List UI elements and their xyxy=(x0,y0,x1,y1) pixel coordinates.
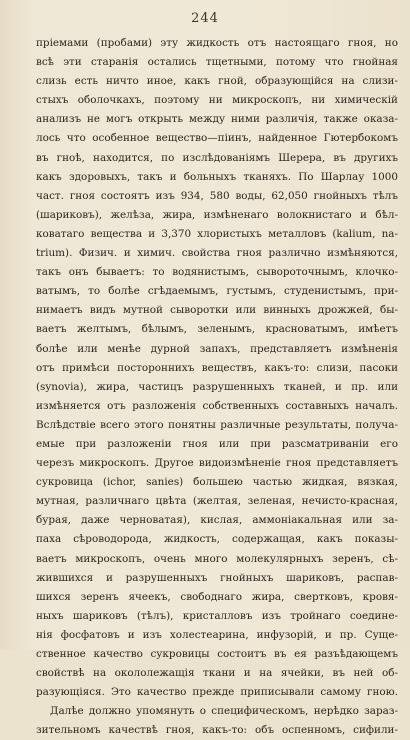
text-line: (synovia), жира, частицъ разрушенныхъ тканей, и пр. или xyxy=(36,380,398,393)
text-line: отъ примѣси постороннихъ веществъ, какъ-то: слизи, пасоки xyxy=(36,361,398,374)
body-text xyxy=(36,34,398,740)
text-line: бурая, даже черноватая), кислая, аммоніакальная или за- xyxy=(36,514,398,527)
text-line: анализъ не могъ открыть между ними различія, также оказа- xyxy=(36,113,398,126)
text-line: нимаетъ видъ мутной сыворотки или винныхъ дрожжей, бы- xyxy=(36,304,398,317)
text-line: паха сѣроводорода, жидкость, содержащая, какъ показы- xyxy=(36,533,398,546)
text-line: слизь есть ничто иное, какъ гной, образующійся на слизи- xyxy=(36,75,398,88)
text-line: емые при разложеніи гноя или при разсматриваніи его xyxy=(36,437,398,450)
text-line: жившихся и разрушенныхъ гнойныхъ шариковъ, распав- xyxy=(36,571,398,584)
text-line: ваетъ желтымъ, бѣлымъ, зеленымъ, красноватымъ, имѣетъ xyxy=(36,323,398,336)
text-line: шихся зеренъ ячеекъ, свободнаго жира, свертковъ, кровя- xyxy=(36,590,398,603)
text-line: свойствѣ на окололежащія ткани и на ячейки, въ ней об- xyxy=(36,667,398,680)
text-line: Далѣе должно упомянуть о специфическомъ, нерѣдко зараз- xyxy=(50,705,398,718)
text-line: (шариковъ), желѣза, жира, измѣненаго волокнистаго и бѣл- xyxy=(36,208,398,221)
text-line: лось что особенное вещество—піинъ, найденное Гютербокомъ xyxy=(36,132,398,145)
text-line: сукровица (ichor, sanies) большею частью жидкая, вязкая, xyxy=(36,476,398,489)
text-line: мутная, различнаго цвѣта (желтая, зеленая, нечисто-красная, xyxy=(36,495,398,508)
text-line: въ гноѣ, находится, по изслѣдованіямъ Шерера, въ другихъ xyxy=(36,151,398,164)
text-line: разующіяся. Это качество прежде приписывали самому гною. xyxy=(36,686,398,699)
text-line: болѣе или менѣе дурной запахъ, представляетъ измѣненія xyxy=(36,342,398,355)
text-line: стыхъ оболочкахъ, поэтому ни микроскопъ, ни химическій xyxy=(36,94,398,107)
text-line: такъ онъ бываетъ: то водянистымъ, сывороточнымъ, клочко- xyxy=(36,266,398,279)
text-line: пріемами (пробами) эту жидкость отъ настоящаго гноя, но xyxy=(36,37,398,49)
text-line: част. гноя состоятъ изъ 934, 580 воды, 62,050 гнойныхъ тѣлъ xyxy=(36,189,398,202)
text-line: нія фосфатовъ и изъ холестеарина, инфузорій, и пр. Суще- xyxy=(36,628,398,641)
text-line: зительномъ качествѣ гноя, какъ-то: объ оспенномъ, сифили- xyxy=(36,724,398,737)
text-line: всѣ эти старанія остались тщетными, потому что гнойная xyxy=(36,56,398,69)
text-line: trium). Физич. и химич. свойства гноя различно измѣняются, xyxy=(36,247,398,260)
text-line: ваетъ микроскопъ, очень много молекулярныхъ зеренъ, сѣ- xyxy=(36,552,398,565)
text-line: коватаго вещества и 3,370 хлористыхъ металловъ (kalium, na- xyxy=(36,227,398,240)
text-line: ственное качество сукровицы состоитъ въ ея разъѣдающемъ xyxy=(36,648,398,660)
text-line: черезъ микроскопъ. Другое видоизмѣненіе гноя представляетъ xyxy=(36,457,398,470)
text-line: измѣняется отъ разложенія собственныхъ составныхъ началъ. xyxy=(36,399,398,412)
page-number: 244 xyxy=(191,11,219,26)
text-line: ныхъ шариковъ (тѣлъ), кристалловъ изъ тройнаго соедине- xyxy=(36,609,398,622)
text-line: Вслѣдствіе всего этого понятны различные результаты, получа- xyxy=(36,418,398,431)
text-line: какъ здоровыхъ, такъ и больныхъ тканяхъ. По Шарлау 1000 xyxy=(36,170,398,183)
text-line: ватымъ, то болѣе сгѣдаемымъ, густымъ, студенистымъ, при- xyxy=(36,285,398,298)
